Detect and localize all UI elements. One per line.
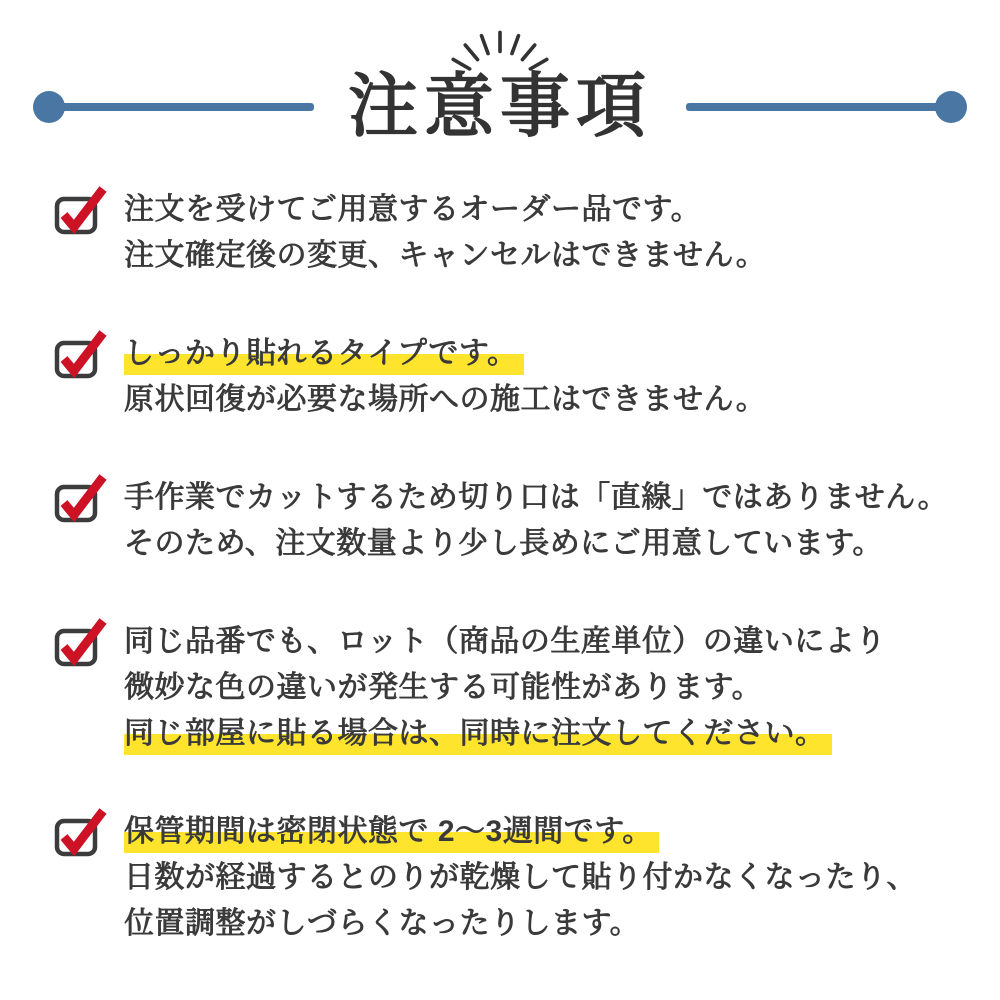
- note-line: [124, 809, 970, 855]
- title-row: [0, 68, 1000, 145]
- note-line: [124, 711, 970, 757]
- header-line-dot-right: [935, 91, 967, 123]
- item-lines: [124, 331, 970, 423]
- note-line-text: しっかり貼れるタイプです。: [124, 337, 524, 375]
- note-line-text: 保管期間は密閉状態で 2〜3週間です。: [124, 815, 659, 853]
- header: [0, 0, 1000, 145]
- checklist-item: [52, 809, 970, 947]
- item-lines: [124, 619, 970, 757]
- note-line-text: 原状回復が必要な場所への施工はできません。: [124, 383, 767, 416]
- item-lines: [124, 187, 970, 279]
- note-line-text: 日数が経過するとのりが乾燥して貼り付かなくなったり、: [124, 861, 917, 894]
- checked-checkbox-icon: [52, 470, 108, 524]
- page-title: 注意事項: [348, 67, 652, 145]
- note-line-text: 同じ品番でも、ロット（商品の生産単位）の違いにより: [124, 625, 886, 658]
- checklist-item: [52, 619, 970, 757]
- note-line-text: 同じ部屋に貼る場合は、同時に注文してください。: [124, 717, 832, 755]
- note-line: [124, 855, 970, 901]
- item-lines: [124, 475, 970, 567]
- header-line-left: [47, 103, 314, 111]
- note-line: [124, 331, 970, 377]
- checked-checkbox-icon: [52, 182, 108, 236]
- note-line: [124, 475, 970, 521]
- checklist-item: [52, 331, 970, 423]
- note-line: [124, 619, 970, 665]
- emphasis-rays-icon: [415, 12, 585, 74]
- note-line-text: 注文確定後の変更、キャンセルはできません。: [124, 239, 767, 272]
- note-line-text: そのため、注文数量より少し長めにご用意しています。: [124, 527, 883, 560]
- checklist-item: [52, 475, 970, 567]
- note-line: [124, 233, 970, 279]
- note-line-text: 手作業でカットするため切り口は「直線」ではありません。: [124, 481, 949, 514]
- note-line: [124, 901, 970, 947]
- note-line-text: 位置調整がしづらくなったりします。: [124, 907, 641, 940]
- note-line: [124, 377, 970, 423]
- checklist: [0, 187, 1000, 947]
- checked-checkbox-icon: [52, 326, 108, 380]
- note-line: [124, 521, 970, 567]
- checked-checkbox-icon: [52, 804, 108, 858]
- note-line-text: 注文を受けてご用意するオーダー品です。: [124, 193, 702, 226]
- checked-checkbox-icon: [52, 614, 108, 668]
- item-lines: [124, 809, 970, 947]
- note-line-text: 微妙な色の違いが発生する可能性があります。: [124, 671, 763, 704]
- checklist-item: [52, 187, 970, 279]
- note-line: [124, 665, 970, 711]
- header-line-right: [686, 103, 953, 111]
- note-line: [124, 187, 970, 233]
